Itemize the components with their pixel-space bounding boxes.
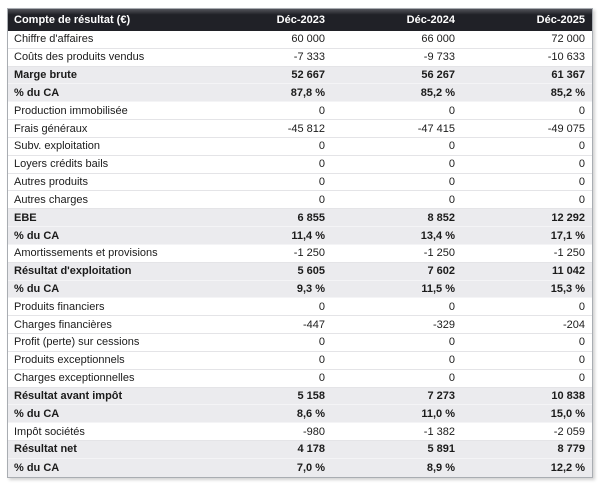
row-value: 0 <box>318 104 325 117</box>
table-row <box>8 245 592 263</box>
row-value: -9 733 <box>423 51 455 64</box>
row-value: 5 158 <box>297 389 325 402</box>
row-value: 0 <box>318 158 325 171</box>
row-label: Résultat avant impôt <box>14 389 123 402</box>
row-value: 0 <box>448 104 455 117</box>
row-label: Impôt sociétés <box>14 425 85 438</box>
table-row <box>8 191 592 209</box>
total-row <box>8 459 592 477</box>
row-value: 0 <box>318 354 325 367</box>
row-value: 10 838 <box>551 389 585 402</box>
row-value: -49 075 <box>547 122 585 135</box>
row-label: % du CA <box>14 86 60 99</box>
row-value: 15,3 % <box>550 283 585 295</box>
row-label: Autres charges <box>14 193 88 206</box>
row-value: 4 178 <box>297 443 325 456</box>
row-value: 8,6 % <box>296 407 325 420</box>
row-label: Coûts des produits vendus <box>14 51 145 64</box>
row-value: 0 <box>448 300 455 313</box>
row-value: -980 <box>302 425 325 438</box>
table-row <box>8 120 592 138</box>
row-label: Charges exceptionnelles <box>14 372 135 385</box>
row-value: -2 059 <box>553 425 585 438</box>
row-value: 0 <box>318 300 325 313</box>
row-value: -7 333 <box>293 51 325 64</box>
row-value: -329 <box>432 318 455 331</box>
row-value: 12,2 % <box>550 461 585 474</box>
total-row <box>8 441 592 459</box>
row-value: 0 <box>578 300 585 313</box>
column-header-dec-2023: Déc-2023 <box>276 14 325 26</box>
row-value: 5 605 <box>297 265 325 278</box>
income-statement-table <box>7 8 593 478</box>
row-label: EBE <box>14 211 37 224</box>
row-label: % du CA <box>14 283 60 295</box>
column-header-dec-2024: Déc-2024 <box>406 14 455 26</box>
row-value: -447 <box>302 318 325 331</box>
total-row <box>8 67 592 85</box>
row-value: 52 667 <box>291 69 325 82</box>
row-value: 5 891 <box>427 443 455 456</box>
row-value: 11 042 <box>551 265 585 278</box>
total-row <box>8 405 592 423</box>
row-value: 0 <box>578 158 585 171</box>
total-row <box>8 84 592 102</box>
total-row <box>8 281 592 299</box>
row-value: 0 <box>318 336 325 349</box>
table-row <box>8 352 592 370</box>
row-label: % du CA <box>14 229 60 242</box>
row-value: 61 367 <box>551 69 585 82</box>
row-value: 0 <box>448 372 455 385</box>
row-label: Autres produits <box>14 176 88 189</box>
row-value: 0 <box>318 176 325 189</box>
table-row <box>8 102 592 120</box>
table-row <box>8 31 592 49</box>
row-value: 12 292 <box>551 211 585 224</box>
table-row <box>8 49 592 67</box>
row-value: 0 <box>578 336 585 349</box>
row-value: 0 <box>318 372 325 385</box>
table-header-row <box>8 9 592 31</box>
table-row <box>8 174 592 192</box>
row-label: Frais généraux <box>14 122 88 135</box>
table-row <box>8 370 592 388</box>
table-row <box>8 423 592 441</box>
row-label: Loyers crédits bails <box>14 158 109 171</box>
column-header-dec-2025: Déc-2025 <box>536 14 585 26</box>
row-value: 7 273 <box>427 389 455 402</box>
row-value: 85,2 % <box>550 86 585 99</box>
row-value: -10 633 <box>547 51 585 64</box>
row-value: 0 <box>448 158 455 171</box>
row-label: Produits financiers <box>14 300 105 313</box>
row-value: -45 812 <box>287 122 325 135</box>
row-value: 7 602 <box>427 265 455 278</box>
row-value: 0 <box>448 176 455 189</box>
row-value: 15,0 % <box>550 407 585 420</box>
total-row <box>8 209 592 227</box>
table-row <box>8 138 592 156</box>
row-value: 8 779 <box>557 443 585 456</box>
row-value: -1 250 <box>423 247 455 260</box>
total-row <box>8 227 592 245</box>
row-value: 60 000 <box>291 33 325 46</box>
row-value: -1 250 <box>293 247 325 260</box>
table-row <box>8 316 592 334</box>
row-value: 17,1 % <box>550 229 585 242</box>
row-label: Subv. exploitation <box>14 140 101 153</box>
row-value: 0 <box>448 354 455 367</box>
row-value: 13,4 % <box>420 229 455 242</box>
row-label: Résultat net <box>14 443 77 456</box>
row-value: 0 <box>578 140 585 153</box>
row-value: 7,0 % <box>296 461 325 474</box>
row-label: Produits exceptionnels <box>14 354 125 367</box>
row-value: -1 382 <box>423 425 455 438</box>
row-value: 8 852 <box>427 211 455 224</box>
row-value: 6 855 <box>297 211 325 224</box>
table-body <box>8 31 592 477</box>
table-row <box>8 334 592 352</box>
row-value: 72 000 <box>551 33 585 46</box>
row-value: 0 <box>448 193 455 206</box>
row-value: -1 250 <box>553 247 585 260</box>
row-value: 0 <box>578 372 585 385</box>
table-row <box>8 156 592 174</box>
row-value: 66 000 <box>421 33 455 46</box>
row-label: Profit (perte) sur cessions <box>14 336 140 349</box>
table-title: Compte de résultat (€) <box>14 14 131 26</box>
row-label: Chiffre d'affaires <box>14 33 94 46</box>
total-row <box>8 388 592 406</box>
row-value: 87,8 % <box>290 86 325 99</box>
row-label: Amortissements et provisions <box>14 247 158 260</box>
row-label: Marge brute <box>14 69 77 82</box>
table-row <box>8 298 592 316</box>
row-value: 11,4 % <box>291 229 325 242</box>
row-value: 11,5 % <box>421 283 455 295</box>
row-label: % du CA <box>14 461 60 474</box>
row-label: Résultat d'exploitation <box>14 265 132 278</box>
row-value: -204 <box>562 318 585 331</box>
row-value: -47 415 <box>417 122 455 135</box>
row-value: 9,3 % <box>296 283 325 295</box>
row-value: 85,2 % <box>420 86 455 99</box>
row-value: 0 <box>578 104 585 117</box>
row-label: Production immobilisée <box>14 104 128 117</box>
row-value: 0 <box>448 336 455 349</box>
row-value: 11,0 % <box>421 407 455 420</box>
row-value: 0 <box>578 193 585 206</box>
row-label: Charges financières <box>14 318 112 331</box>
row-value: 0 <box>578 354 585 367</box>
row-label: % du CA <box>14 407 60 420</box>
row-value: 0 <box>448 140 455 153</box>
total-row <box>8 263 592 281</box>
row-value: 8,9 % <box>426 461 455 474</box>
row-value: 56 267 <box>421 69 455 82</box>
row-value: 0 <box>318 140 325 153</box>
row-value: 0 <box>318 193 325 206</box>
row-value: 0 <box>578 176 585 189</box>
